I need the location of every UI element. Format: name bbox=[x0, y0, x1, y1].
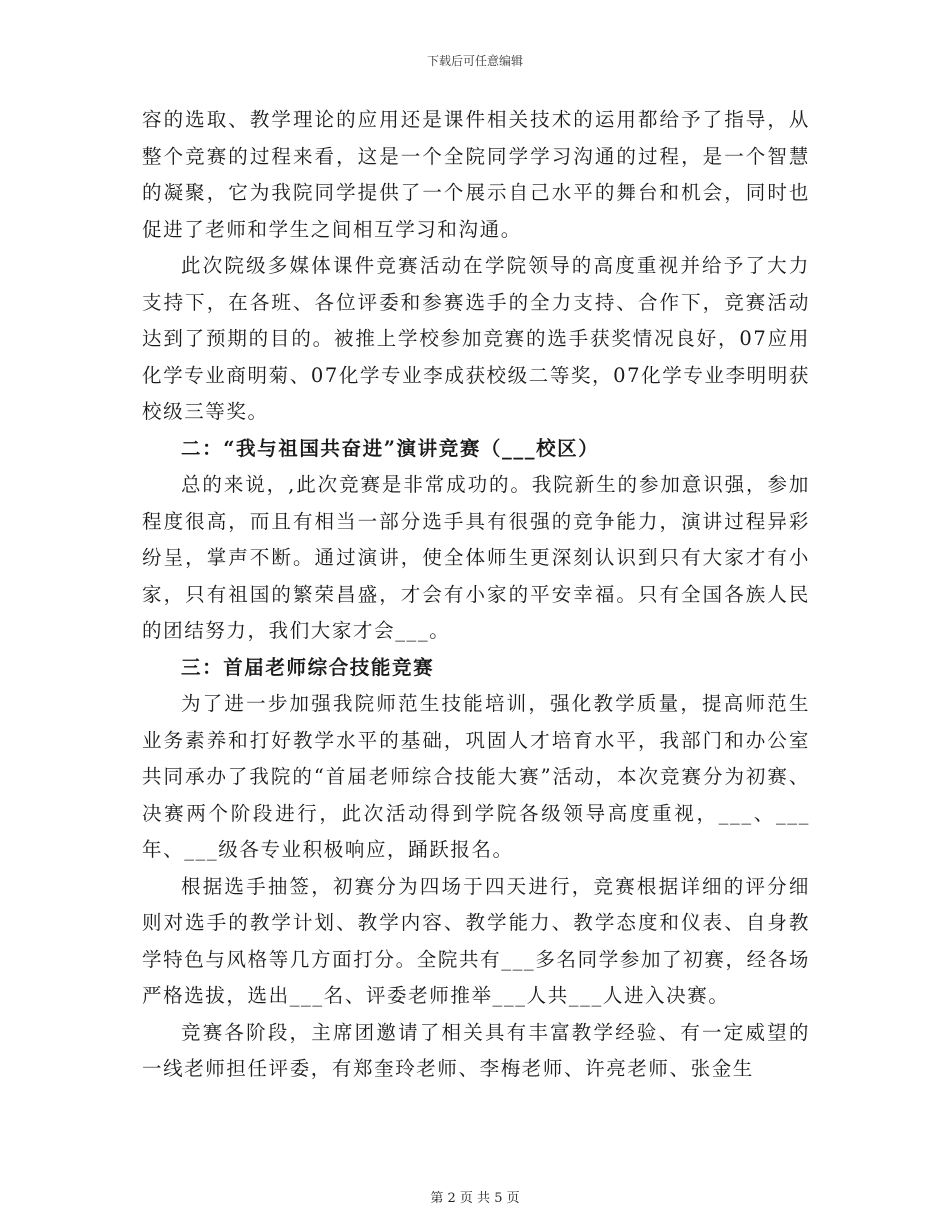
section-heading-teacher-skills: 三：首届老师综合技能竞赛 bbox=[181, 655, 435, 679]
paragraph-judges: 竞赛各阶段，主席团邀请了相关具有丰富教学经验、有一定威望的一线老师担任评委，有郑奎玲老师、李梅老师、许亮老师、张金生 bbox=[142, 1020, 810, 1080]
paragraph-teacher-skills-intro: 为了进一步加强我院师范生技能培训，强化教学质量，提高师范生业务素养和打好教学水平的基础，巩固人才培育水平，我部门和办公室共同承办了我院的“首届老师综合技能大赛”活动，本次竞赛分为初赛、决赛两个阶段进行，此次活动得到学院各级领导高度重视，___、___年、___级各专业积极响应，踊跃报名。 bbox=[142, 692, 810, 861]
page-number: 第 2 页 共 5 页 bbox=[430, 1191, 520, 1206]
page-header-note: 下载后可任意编辑 bbox=[426, 54, 523, 68]
paragraph-speech-contest: 总的来说，,此次竞赛是非常成功的。我院新生的参加意识强，参加程度很高，而且有相当一部分选手具有很强的竞争能力，演讲过程异彩纷呈，掌声不断。通过演讲，使全体师生更深刻认识到只有大家才有小家，只有祖国的繁荣昌盛，才会有小家的平安幸福。只有全国各族人民的团结努力，我们大家才会___。 bbox=[142, 473, 810, 642]
paragraph-preliminary-round: 根据选手抽签，初赛分为四场于四天进行，竞赛根据详细的评分细则对选手的教学计划、教学内容、教学能力、教学态度和仪表、自身教学特色与风格等几方面打分。全院共有___多名同学参加了初赛，经各场严格选拔，选出___名、评委老师推举___人共___人进入决赛。 bbox=[142, 874, 810, 1007]
section-heading-speech-contest: 二：“我与祖国共奋进”演讲竞赛（___校区） bbox=[181, 436, 600, 460]
document-body bbox=[142, 102, 810, 1088]
paragraph-continuation: 容的选取、教学理论的应用还是课件相关技术的运用都给予了指导，从整个竞赛的过程来看，这是一个全院同学学习沟通的过程，是一个智慧的凝聚，它为我院同学提供了一个展示自己水平的舞台和机会，同时也促进了老师和学生之间相互学习和沟通。 bbox=[142, 108, 810, 241]
paragraph-multimedia-contest: 此次院级多媒体课件竞赛活动在学院领导的高度重视并给予了大力支持下，在各班、各位评委和参赛选手的全力支持、合作下，竞赛活动达到了预期的目的。被推上学校参加竞赛的选手获奖情况良好，07应用化学专业商明菊、07化学专业李成获校级二等奖，07化学专业李明明获校级三等奖。 bbox=[142, 254, 810, 423]
